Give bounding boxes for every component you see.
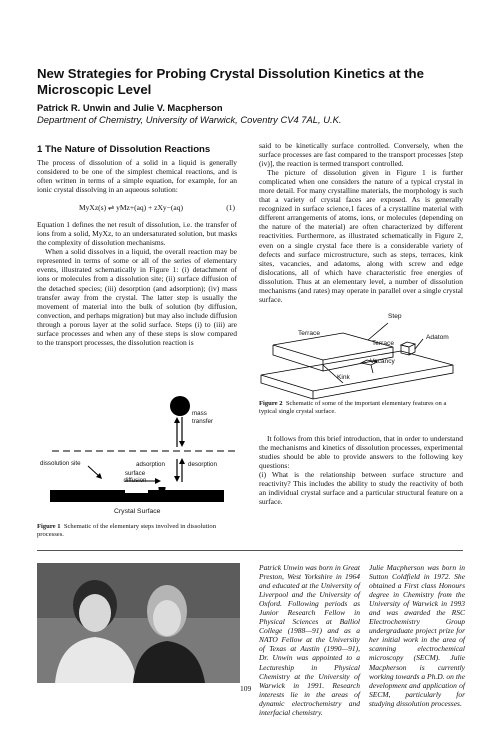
label-terrace-left: Terrace [298,330,320,337]
unwin-face [79,594,111,632]
paragraph: Equation 1 defines the net result of dissolution, i.e. the transfer of ions from a solid, MyXz, to an undersaturated solution, but masks the complexity of dissolution mechanisms. [37,220,237,248]
paragraph [259,470,463,506]
authors: Patrick R. Unwin and Julie V. Macpherson [37,102,223,113]
divider [37,550,463,551]
ion-ball [170,396,190,416]
paragraph: said to be kinetically surface controlled. Conversely, when the surface processes are fast compared to the transport processes [step (iv)], the reaction is termed transport controlled. [259,141,463,169]
arrow-down-head [179,441,185,447]
label-step: Step [388,313,402,320]
crystal-surface-block [50,487,225,503]
label-surface-diffusion: surface diffusion [123,470,147,484]
question-i: (i) What is the relationship between surface structure and reactivity? This includes the ability to study the reactivity of both an individual crystal surface and a particular structural feature on a surface. [259,470,463,507]
adatom-pointer [415,339,423,349]
caption-label: Figure 2 [259,400,283,407]
caption-text: Schematic of some of the important elementary features on a typical single crystal surface. [259,400,447,415]
equation-number: (1) [226,203,235,213]
label-dissolution-site: dissolution site [40,460,81,467]
equation: MyXz(s) ⇌ yMz+(aq) + zXy−(aq) [79,203,183,213]
label-adsorption: adsorption [136,461,165,468]
crystal-step [125,493,148,502]
right-column-text-bottom [259,434,463,506]
figure-1-caption [37,523,242,539]
label-mass-transfer: mass transfer [192,410,213,425]
adatom-top [401,342,415,347]
caption-text: Schematic of the elementary steps involved in dissolution processes. [37,523,216,538]
paragraph: When a solid dissolves in a liquid, the overall reaction may be represented in terms of some or all of the series of elementary events, illustrated schematically in Figure 1: (i) detachment of ions or molecules from a dissolution site; (ii) surface diffusion of the detached species; (iii) desorption (and adsorption); (iv) mass transfer away from the crystal. The latter step is usually the movement of material into the bulk of solution (by diffusion, convection, and perhaps migration) but may also include diffusion through a porous layer at the solid surface. Steps (i) to (iii) are surface processes and when any of these steps is slow compared to the transport processes, the dissolution reaction is [37,247,237,347]
desorption-arrow-head [179,458,185,464]
label-desorption: desorption [188,461,217,468]
label-kink: Kink [337,374,350,381]
label-terrace-right: Terrace [372,340,394,347]
paragraph: The process of dissolution of a solid in a liquid is generally considered to be one of the simplest chemical reactions, and is often written in terms of a simple equation, for example, for an ionic crystal dissolving in an aqueous solution: [37,158,237,195]
bio-unwin: Patrick Unwin was born in Great Preston, West Yorkshire in 1964 and educated at the University of Liverpool and the University of Oxford. Following periods as Junior Research Fellow in Physical Sciences at Balliol College (1988—91) and as a NATO Fellow at the University of Texas at Austin (1990—91), Dr. Unwin was appointed to a Lectureship in Physical Chemistry at the University of Warwick in 1991. Research interests lie in the areas of dynamic electrochemistry and interfacial chemistry. [259,563,360,717]
macpherson-face [153,600,181,636]
figure-2-caption [259,400,464,416]
arrow-up-head [174,417,180,423]
equation-block [37,198,237,218]
author-photo [37,563,240,683]
photo-foliage [37,563,240,618]
section-heading: 1 The Nature of Dissolution Reactions [37,144,211,155]
surface-diffusion-arrow-head [155,478,161,484]
label-crystal-surface: Crystal Surface [114,508,161,515]
crystal-right-block [148,490,224,502]
right-column-text-top [259,141,463,304]
label-vacancy: Vacancy [370,358,395,365]
left-column-text [37,158,237,347]
vacancy-pointer [371,365,373,373]
base-top [261,351,453,391]
paragraph: The picture of dissolution given in Figure 1 is further complicated when one considers the nature of a typical crystal in more detail. For many crystalline materials, the morphology is such that a variety of crystal faces are exposed. As is generally recognized in surface science,1 faces of a crystalline material with different arrangements of atoms, ions, or molecules (depending on the nature of the material) are often characterized by different reactivities. Furthermore, as illustrated schematically in Figure 2, even on a single crystal face there is a considerable variety of defects and surface microstructure, such as steps, terraces, kink sites, vacancies, and adatoms, along with screw and edge dislocations, all of which have characteristic free energies of dissolution. Thus at an elementary level, a number of dissolution mechanisms (and rates) may operate in parallel over a single crystal surface. [259,168,463,304]
bio-macpherson: Julie Macpherson was born in Sutton Coldfield in 1972. She obtained a First class Honours degree in Chemistry from the University of Warwick in 1993 and was awarded the RSC Electrochemistry Group undergraduate project prize for her initial work in the area of scanning electrochemical microscopy (SECM). Julie Macpherson is currently working towards a Ph.D. on the development and application of SECM, particularly for studying dissolution processes. [369,563,465,708]
step-pointer [368,323,388,340]
page-number: 109 [240,684,252,693]
crystal-left-block [50,490,125,502]
affiliation: Department of Chemistry, University of Warwick, Coventry CV4 7AL, U.K. [37,114,342,125]
label-adatom: Adatom [426,334,449,341]
adsorption-arrow-head [174,476,180,482]
label-mass [192,410,216,426]
paper-title: New Strategies for Probing Crystal Dissolution Kinetics at the Microscopic Level [37,66,424,97]
caption-label: Figure 1 [37,523,61,530]
paragraph: It follows from this brief introduction, that in order to understand the mechanisms and kinetics of dissolution processes, experimental studies should be able to provide answers to the following key questions: [259,434,463,471]
figure-2-diagram [253,305,468,400]
